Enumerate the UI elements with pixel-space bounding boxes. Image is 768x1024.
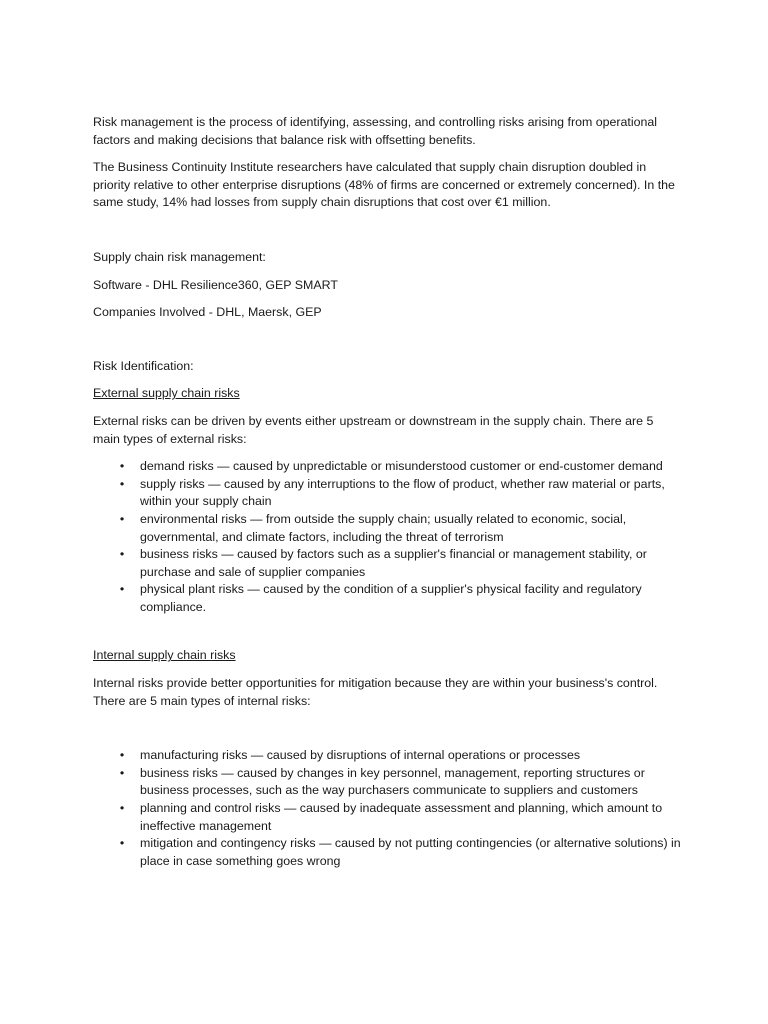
list-item bbox=[93, 581, 683, 616]
list-item-text: environmental risks — from outside the supply chain; usually related to economic, social, governmental, and climate factors, including the threat of terrorism bbox=[140, 511, 627, 544]
list-item bbox=[93, 835, 683, 870]
bullet-icon: • bbox=[119, 765, 125, 780]
bullet-icon: • bbox=[119, 836, 125, 851]
list-item-text: business risks — caused by factors such as a supplier's financial or management stability, or purchase and sale of supplier companies bbox=[140, 547, 647, 579]
bci-paragraph: The Business Continuity Institute researchers have calculated that supply chain disruption doubled in priority relative to other enterprise disruptions (48% of firms are concerned or extremely concerned). In the same study, 14% had losses from supply chain disruptions that cost over €1 million. bbox=[93, 160, 675, 210]
intro-paragraph: Risk management is the process of identifying, assessing, and controlling risks arising from operational factors and making decisions that balance risk with offsetting benefits. bbox=[93, 115, 658, 147]
list-item-text: physical plant risks — caused by the condition of a supplier's physical facility and regulatory compliance. bbox=[140, 582, 642, 614]
list-item-text: planning and control risks — caused by inadequate assessment and planning, which amount to ineffective management bbox=[140, 801, 663, 833]
list-item bbox=[93, 476, 683, 511]
bullet-icon: • bbox=[119, 801, 125, 816]
document-page bbox=[93, 114, 683, 870]
list-item-text: mitigation and contingency risks — caused by not putting contingencies (or alternative solutions) in place in case something goes wrong bbox=[140, 836, 681, 868]
bullet-icon: • bbox=[119, 511, 125, 526]
list-item bbox=[93, 747, 683, 765]
bullet-icon: • bbox=[119, 476, 125, 491]
scrm-software: Software - DHL Resilience360, GEP SMART bbox=[93, 277, 338, 292]
list-item-text: demand risks — caused by unpredictable or misunderstood customer or end-customer demand bbox=[140, 459, 663, 474]
list-item bbox=[93, 511, 683, 546]
external-risks-intro: External risks can be driven by events either upstream or downstream in the supply chain. There are 5 main types of external risks: bbox=[93, 413, 654, 446]
list-item-text: business risks — caused by changes in key personnel, management, reporting structures or business processes, such as the way purchasers communicate to suppliers and customers bbox=[140, 765, 645, 798]
scrm-companies: Companies Involved - DHL, Maersk, GEP bbox=[93, 305, 322, 320]
bullet-icon: • bbox=[119, 748, 125, 763]
bullet-icon: • bbox=[119, 547, 125, 562]
list-item bbox=[93, 765, 683, 800]
risk-identification-heading: Risk Identification: bbox=[93, 358, 194, 373]
list-item-text: manufacturing risks — caused by disruptions of internal operations or processes bbox=[140, 748, 581, 763]
list-item bbox=[93, 800, 683, 835]
bullet-icon: • bbox=[119, 459, 125, 474]
bullet-icon: • bbox=[119, 582, 125, 597]
list-item bbox=[93, 546, 683, 581]
list-item bbox=[93, 458, 683, 476]
internal-risks-list bbox=[93, 747, 683, 870]
external-risks-list bbox=[93, 458, 683, 616]
internal-risks-intro: Internal risks provide better opportunities for mitigation because they are within your business's control. There are 5 main types of internal risks: bbox=[93, 676, 658, 708]
internal-risks-heading: Internal supply chain risks bbox=[93, 648, 236, 663]
external-risks-heading: External supply chain risks bbox=[93, 386, 240, 401]
list-item-text: supply risks — caused by any interruptions to the flow of product, whether raw material or parts, within your supply chain bbox=[140, 476, 665, 509]
scrm-heading: Supply chain risk management: bbox=[93, 249, 266, 264]
